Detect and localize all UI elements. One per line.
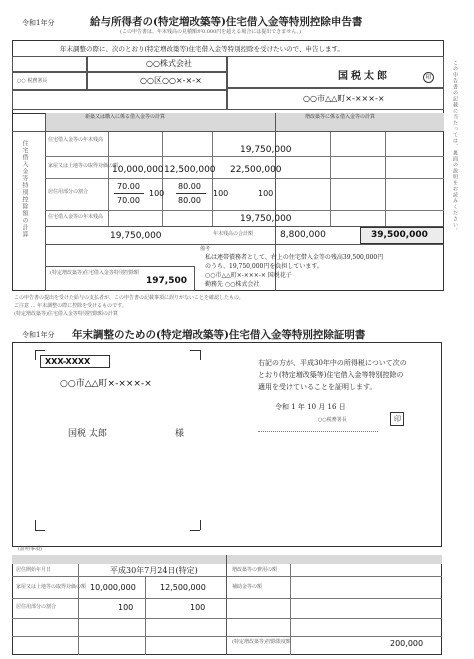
postal-code: XXX-XXXX — [45, 357, 91, 366]
company-address: ○○区○○×-×-× — [140, 76, 202, 85]
final-amount: 197,500 — [146, 276, 187, 286]
row3-label: 居住用部分の割合 — [48, 189, 89, 195]
cost-b: 12,500,000 — [160, 583, 206, 592]
office-label: ○○税務署長 — [318, 417, 347, 423]
cert-table — [12, 555, 442, 655]
bottom-form-title: 年末調整のための(特定増改築等)住宅借入金等特別控除証明書 — [72, 329, 366, 341]
right-col-label-2: 補助金等の額 — [232, 584, 263, 590]
residence-date: 平成30年7月24日(特定) — [110, 566, 198, 575]
employee-address-cell — [227, 88, 444, 110]
calc-subheader-left — [45, 122, 275, 131]
r5-total: 19,750,000 — [110, 231, 162, 241]
row4-label: 住宅借入金等の年末残高 — [48, 214, 104, 220]
top-era-label: 令和1年分 — [22, 19, 55, 27]
employee-seal: 印 — [423, 72, 434, 83]
amount-right: 200,000 — [390, 639, 424, 648]
recipient-name: 国税 太郎 — [68, 429, 107, 439]
employer-name-cell — [87, 56, 227, 72]
ratio-b: 100 — [190, 603, 206, 612]
top-form-subtitle: (この申告書は、年末残高の見積額が0.000円を超える場合には提出できません。) — [120, 29, 302, 35]
right-margin-note: この申告書の記載に当たっては、裏面の説明をお読みください。 — [452, 60, 458, 234]
year-end-balance-label: 年末残高の合計額 — [213, 231, 254, 237]
row2-label: 家屋又は土地等の取得対価の額 — [48, 163, 119, 169]
r3-den-a: 70.00 — [117, 196, 140, 205]
bottom-era-label: 令和1年分 — [22, 331, 55, 339]
calc-header-right: 増改築等に係る借入金等の計算 — [275, 113, 444, 122]
right-col-label-1: 増改築等の費用の額 — [232, 567, 278, 573]
cost-label: 家屋又は土地等の取得対価の額 — [16, 584, 87, 590]
year-end-balance: 8,800,000 — [280, 230, 326, 240]
statement-line-2: とおり(特定増改築等)住宅借入金等特別控除の — [258, 371, 404, 379]
r2-b: 12,500,000 — [164, 165, 216, 175]
employee-name: 国税太郎 — [338, 71, 390, 82]
right-col-label-3: (特定増改築等)控除限度額 — [232, 639, 291, 645]
calc-header-left: 新築又は購入に係る借入金等の計算 — [45, 113, 275, 122]
final-amount-cell: (特定増改築等)住宅借入金等特別控除額 197,500 — [45, 266, 195, 291]
r3-den-b: 80.00 — [178, 196, 201, 205]
r3-pct-b: 100 — [213, 189, 229, 198]
office-seal-box — [390, 412, 404, 426]
employee-name-cell — [227, 56, 444, 88]
top-form-title: 給与所得者の(特定増改築等)住宅借入金等特別控除申告書 — [90, 16, 363, 28]
postal-box — [40, 355, 110, 368]
employer-name-label-cell — [12, 56, 87, 72]
company-name: ○○株式会社 — [146, 59, 192, 68]
intro-text: 年末調整の際に、次のとおり(特定増改築等)住宅借入金等特別控除を受けたいので、申告します。 — [60, 45, 344, 53]
remarks-line-2: のうち、19,750,000円を負担しています。 — [205, 263, 323, 270]
employee-address: ○○市△△町×-×××-× — [303, 94, 385, 103]
r3-num-b: 80.00 — [178, 182, 201, 191]
statement-line-1: 右記の方が、平成30年中の所得税について次の — [258, 359, 407, 367]
employer-address-label-cell: ○○ 税務署長 — [12, 72, 87, 90]
ratio-label: 居住用部分の割合 — [16, 604, 57, 610]
r4-total: 19,750,000 — [240, 214, 292, 224]
r2-c: 22,500,000 — [230, 165, 282, 175]
r2-a: 10,000,000 — [112, 165, 164, 175]
footnote-2: ご注意 … 年末調整の際に控除を受けるものです。 — [14, 303, 127, 309]
section-label: (証明事項) — [18, 546, 42, 552]
footnote-1: この申告書の提出を受けた給与の支払者が、この申告書の記載事項に誤りがないことを確認したもの。 — [14, 295, 244, 301]
row1-label: 住宅借入金等の年末残高 — [48, 137, 104, 143]
cert-table-header — [12, 555, 442, 564]
r3-num-a: 70.00 — [117, 182, 140, 191]
recipient-honorific: 様 — [175, 429, 185, 439]
deduction-total-box — [360, 227, 444, 244]
cost-a: 10,000,000 — [90, 583, 136, 592]
remarks-line-1: 私は連帯債務者として、右上の住宅借入金等の残高39,500,000円 — [205, 254, 384, 261]
r3-pct-c: 100 — [258, 189, 274, 198]
residence-date-label: 居住開始年月日 — [16, 567, 52, 573]
recipient-address: ○○市△△町×-×××-× — [60, 379, 152, 389]
remarks-line-3: ○○市△△町×-×××-× 国税花子 — [205, 272, 292, 279]
ratio-a: 100 — [118, 603, 134, 612]
footnote-3: (特定増改築等)住宅借入金等特別控除額の計算 — [14, 311, 118, 317]
remarks-label: 備考 — [200, 246, 211, 252]
deduction-total: 39,500,000 — [371, 230, 428, 240]
statement-line-3: 適用を受けていることを証明します。 — [258, 383, 377, 391]
calc-subheader-right — [275, 122, 444, 131]
r3-pct-a: 100 — [149, 189, 165, 198]
calc-vertical-label: 住宅借入金等特別控除額の計算 — [21, 140, 28, 238]
employer-address-cell — [87, 72, 227, 90]
remarks-line-4: 勤務先 ○○株式会社 — [205, 281, 260, 288]
office-seal: 印 — [394, 415, 401, 423]
blank-address-cell — [12, 90, 227, 110]
certificate-date: 令和 1 年 10 月 16 日 — [275, 403, 346, 411]
r1-total: 19,750,000 — [240, 145, 292, 155]
